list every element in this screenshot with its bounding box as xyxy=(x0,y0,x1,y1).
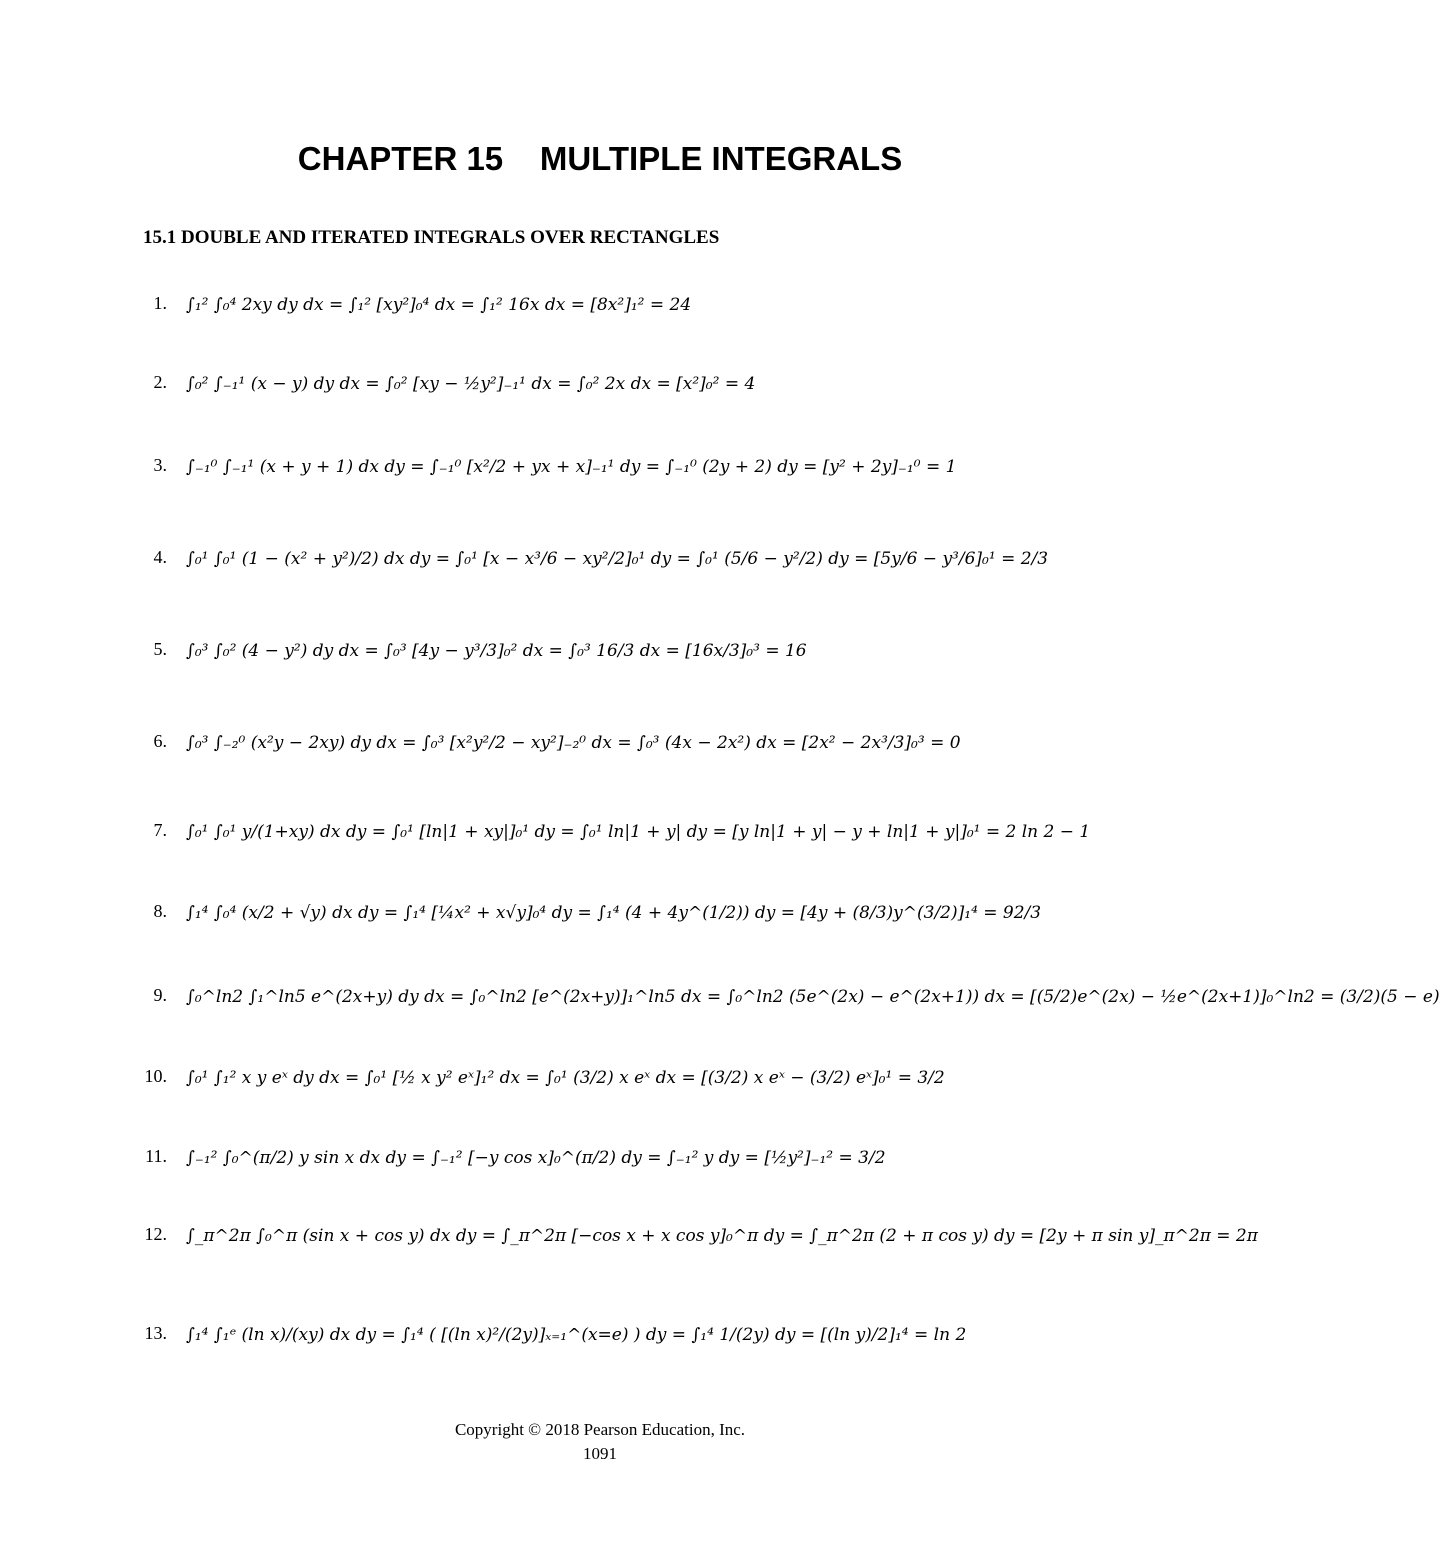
problem-6 xyxy=(143,723,1143,763)
problem-equation: ∫₀^ln2 ∫₁^ln5 e^(2x+y) dy dx = ∫₀^ln2 [e^(2x+y)]₁^ln5 dx = ∫₀^ln2 (5e^(2x) − e^(2x+1)) dx = [(5/2)e^(2x) − ½e^(2x+1)]₀^ln2 = (3/2)(5 − e) xyxy=(186,987,1440,1007)
problem-8 xyxy=(143,893,1143,933)
problem-13 xyxy=(143,1315,1143,1355)
problem-equation: ∫₁⁴ ∫₁ᵉ (ln x)/(xy) dx dy = ∫₁⁴ ( [(ln x)²/(2y)]ₓ₌₁^(x=e) ) dy = ∫₁⁴ 1/(2y) dy = [(ln y)/2]₁⁴ = ln 2 xyxy=(186,1325,967,1345)
section-title: 15.1 DOUBLE AND ITERATED INTEGRALS OVER RECTANGLES xyxy=(143,227,720,248)
footer-page-number: 1091 xyxy=(583,1444,617,1463)
problem-equation: ∫₁² ∫₀⁴ 2xy dy dx = ∫₁² [xy²]₀⁴ dx = ∫₁² 16x dx = [8x²]₁² = 24 xyxy=(186,295,692,315)
problem-3 xyxy=(143,447,1143,487)
problem-equation: ∫₀¹ ∫₀¹ y/(1+xy) dx dy = ∫₀¹ [ln|1 + xy|]₀¹ dy = ∫₀¹ ln|1 + y| dy = [y ln|1 + y| − y + ln|1 + y|]₀¹ = 2 ln 2 − 1 xyxy=(186,822,1091,842)
problem-number: 9. xyxy=(153,985,167,1005)
problem-equation: ∫₀³ ∫₀² (4 − y²) dy dx = ∫₀³ [4y − y³/3]₀² dx = ∫₀³ 16/3 dx = [16x/3]₀³ = 16 xyxy=(186,641,807,661)
problem-number: 8. xyxy=(153,901,167,921)
problem-equation: ∫₁⁴ ∫₀⁴ (x/2 + √y) dx dy = ∫₁⁴ [¼x² + x√y]₀⁴ dy = ∫₁⁴ (4 + 4y^(1/2)) dy = [4y + (8/3)y^(3/2)]₁⁴ = 92/3 xyxy=(186,903,1042,923)
footer-copyright: Copyright © 2018 Pearson Education, Inc. xyxy=(454,1420,746,1439)
problem-number: 4. xyxy=(153,547,167,567)
problem-equation: ∫₀¹ ∫₀¹ (1 − (x² + y²)/2) dx dy = ∫₀¹ [x − x³/6 − xy²/2]₀¹ dy = ∫₀¹ (5/6 − y²/2) dy = [5y/6 − y³/6]₀¹ = 2/3 xyxy=(186,549,1049,569)
problem-number: 13. xyxy=(144,1323,167,1343)
problem-11 xyxy=(143,1138,1143,1178)
problem-7 xyxy=(143,812,1143,852)
problem-number: 1. xyxy=(153,293,167,313)
problem-number: 12. xyxy=(144,1224,167,1244)
problem-5 xyxy=(143,631,1143,671)
problem-9 xyxy=(143,977,1440,1017)
problem-number: 11. xyxy=(145,1146,167,1166)
problem-number: 2. xyxy=(153,372,167,392)
problem-2 xyxy=(143,364,1143,404)
problem-12 xyxy=(143,1216,1258,1256)
problem-4 xyxy=(143,539,1143,579)
problem-equation: ∫₀² ∫₋₁¹ (x − y) dy dx = ∫₀² [xy − ½y²]₋₁¹ dx = ∫₀² 2x dx = [x²]₀² = 4 xyxy=(186,374,756,394)
problem-1 xyxy=(143,285,1143,325)
problem-number: 5. xyxy=(153,639,167,659)
chapter-title: CHAPTER 15 MULTIPLE INTEGRALS xyxy=(297,140,903,177)
problem-equation: ∫₋₁⁰ ∫₋₁¹ (x + y + 1) dx dy = ∫₋₁⁰ [x²/2 + yx + x]₋₁¹ dy = ∫₋₁⁰ (2y + 2) dy = [y² + 2y]₋₁⁰ = 1 xyxy=(186,457,957,477)
problem-equation: ∫₋₁² ∫₀^(π/2) y sin x dx dy = ∫₋₁² [−y cos x]₀^(π/2) dy = ∫₋₁² y dy = [½y²]₋₁² = 3/2 xyxy=(186,1148,886,1168)
problem-number: 10. xyxy=(144,1066,167,1086)
problem-equation: ∫₀³ ∫₋₂⁰ (x²y − 2xy) dy dx = ∫₀³ [x²y²/2 − xy²]₋₂⁰ dx = ∫₀³ (4x − 2x²) dx = [2x² − 2x³/3]₀³ = 0 xyxy=(186,733,961,753)
problem-number: 6. xyxy=(153,731,167,751)
problem-10 xyxy=(143,1058,1143,1098)
problem-number: 7. xyxy=(153,820,167,840)
problem-equation: ∫_π^2π ∫₀^π (sin x + cos y) dx dy = ∫_π^2π [−cos x + x cos y]₀^π dy = ∫_π^2π (2 + π cos y) dy = [2y + π sin y]_π^2π = 2π xyxy=(186,1226,1258,1246)
problem-equation: ∫₀¹ ∫₁² x y eˣ dy dx = ∫₀¹ [½ x y² eˣ]₁² dx = ∫₀¹ (3/2) x eˣ dx = [(3/2) x eˣ − (3/2) eˣ]₀¹ = 3/2 xyxy=(186,1068,945,1088)
problem-number: 3. xyxy=(153,455,167,475)
